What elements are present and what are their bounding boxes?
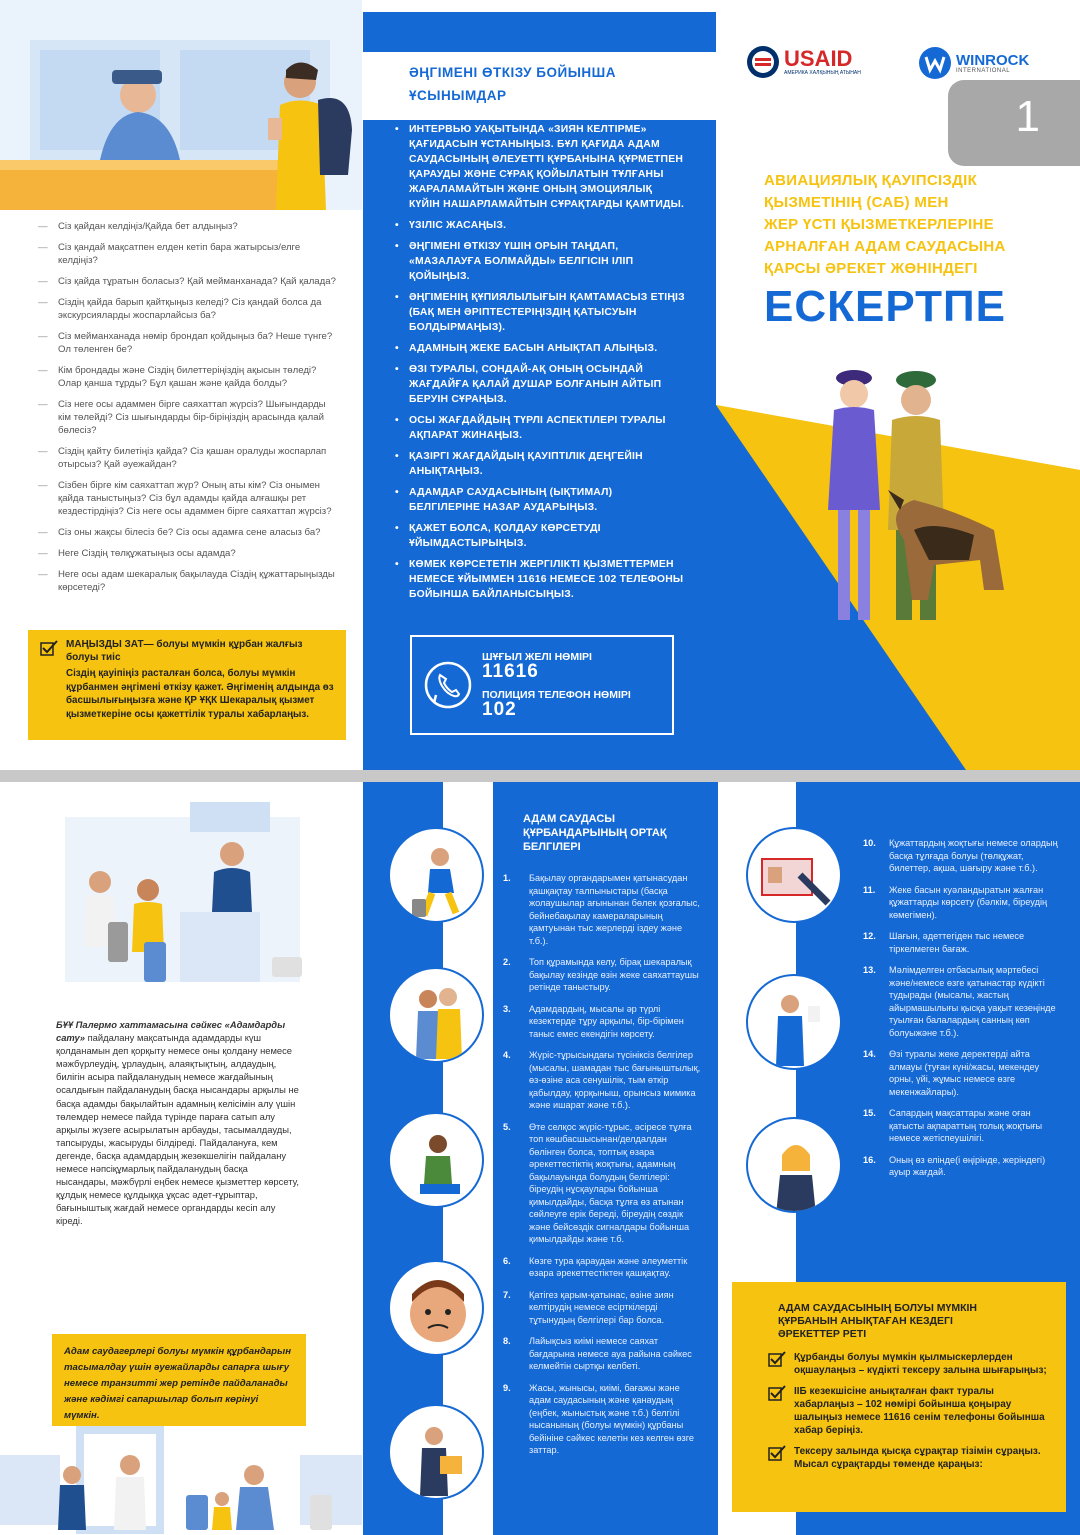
cover-panel: [716, 0, 1080, 770]
sign-item: 10. Құжаттардың жоқтығы немесе олардың басқа тұлғада болуы (төлқұжат, билеттер, ақша, шағыру және т.б.).: [863, 838, 1058, 873]
recommendation-item: • ҮЗІЛІС ЖАСАҢЫЗ.: [395, 218, 685, 233]
recommendation-item: • ӘҢГІМЕНІ ӨТКІЗУ ҮШІН ОРЫН ТАҢДАП, «МАЗАЛАУҒА БОЛМАЙДЫ» БЕЛГІСІН ІЛІП ҚОЙЫҢЫЗ.: [395, 239, 685, 284]
recommendation-item: • ҚАЗІРГІ ЖАҒДАЙДЫҢ ҚАУІПТІЛІК ДЕҢГЕЙІН АНЫҚТАҢЫЗ.: [395, 449, 685, 479]
action-item: ІІБ кезекшісіне анықталған факт туралы хабарлаңыз – 102 нөмірі бойынша қоңырау шалыңыз немесе 11616 сенім телефоны бойынша хабар беріңіз.: [768, 1385, 1052, 1437]
checkin-illustration: [0, 782, 362, 1002]
usaid-seal-icon: [746, 45, 780, 79]
recommendation-item: • АДАМНЫҢ ЖЕКЕ БАСЫН АНЫҚТАП АЛЫҢЫЗ.: [395, 341, 685, 356]
sign-item: 13. Мәлімделген отбасылық мәртебесі және/немесе өзге қатынастар күдікті тудырады (мысалы, жастың айырмашылығы қысқа уақыт кезеңінде туылған балалардың санның көп болуыжәне т.б.).: [863, 965, 1056, 1038]
sign-item: 12. Шағын, әдеттегіден тыс немесе тіркелмеген бағаж.: [863, 931, 1025, 954]
page-number-tab: 1: [948, 80, 1080, 166]
question-item: — Сіз оны жақсы білесіз бе? Сіз осы адамға сене аласыз ба?: [38, 526, 338, 539]
passport-control-illustration: [0, 0, 362, 210]
palermo-box: [50, 1012, 306, 1234]
group-circle: [388, 967, 484, 1063]
signs-panel: [363, 782, 718, 1535]
recommendation-item: • ӘҢГІМЕНІҢ ҚҰПИЯЛЫЛЫҒЫН ҚАМТАМАСЫЗ ЕТІҢІЗ (БАҚ МЕН ӘРІПТЕСТЕРІҢІЗДІҢ ҚАТЫСУЫН БОЛДЫРМАҢЫЗ).: [395, 290, 685, 335]
palermo-lead: БҰҰ Палермо хаттамасына сәйкес «Адамдарды сату»: [56, 1019, 286, 1044]
sign-item: 5. Өте селқос жүріс-тұрыс, әсіресе тұлға топ көшбасшысынан/делдалдан бөлінген болса, топтық өзара әрекеттестіктің жоқтығы, адамның бақылауында болудың белгілері: біреудің нұсқаулары бойынша қимылдайды, басқа тұлға өз атынан сөйлеуге ерік береді, біреудің сөздік және бейсөздік сигналдары бойынша қимылдайды және т.б.: [503, 1121, 692, 1244]
action-item: Құрбанды болуы мүмкін қылмыскерлерден оқшаулаңыз – күдікті тексеру залына шығарыңыз;: [768, 1351, 1052, 1377]
police-label: ПОЛИЦИЯ ТЕЛЕФОН НӨМІРІ: [482, 689, 631, 701]
recommendation-item: • ӨЗІ ТУРАЛЫ, СОНДАЙ-АҚ ОНЫҢ ОСЫНДАЙ ЖАҒДАЙҒА ҚАЛАЙ ДУШАР БОЛҒАНЫН АЙТЫП БЕРУІН СҰРАҢЫЗ.: [395, 362, 685, 407]
officer-circle: [746, 974, 842, 1070]
recommendations-title: ӘҢГІМЕНІ ӨТКІЗУ БОЙЫНША ҰСЫНЫМДАР: [409, 65, 616, 103]
hotline-number: 11616: [482, 661, 539, 682]
sign-item: 9. Жасы, жынысы, киімі, бағажы және адам саудасының және қанаудың (еңбек, жыныстық және т.б.) белгілі нысанының (болуы мүмкін) құрбаны бейініне сәйкес келетін кез келген өзге заттар.: [503, 1382, 695, 1455]
question-item: — Сізбен бірге кім саяхаттап жүр? Оның аты кім? Сіз онымен қайда таныстыңыз? Сіз бұл адамды қайда алғашқы рет кездестірдіңіз? Сіз неге осы адаммен бірге саяхаттап жүрсіз?: [38, 479, 338, 518]
checkbox-icon: [768, 1445, 786, 1461]
question-item: — Сіздің қайту билетіңіз қайда? Сіз қашан оралуды жоспарлап отырсыз? Қай әуежайдан?: [38, 445, 338, 471]
question-item: — Кім брондады және Сіздің билеттеріңіздің ақысын төледі? Олар қанша тұрды? Бұл қашан және қайда болды?: [38, 364, 338, 390]
worried-face-circle: [388, 1260, 484, 1356]
recommendation-item: • ҚАЖЕТ БОЛСА, ҚОЛДАУ КӨРСЕТУДІ ҰЙЫМДАСТЫРЫҢЫЗ.: [395, 521, 685, 551]
sign-item: 1. Бақылау органдарымен қатынасудан қашқақтау талпыныстары (басқа жолаушылар ағынынан бөлек қозғалыс, бейнебақылау камераларының қамтуынан тыс жерлерді іздеу және т.б.).: [503, 873, 700, 946]
left-top-panel: [0, 0, 362, 770]
recommendation-item: • ОСЫ ЖАҒДАЙДЫҢ ТҮРЛІ АСПЕКТІЛЕРІ ТУРАЛЫ АҚПАРАТ ЖИНАҢЫЗ.: [395, 413, 685, 443]
checkbox-icon: [40, 640, 58, 656]
hotline-box: [410, 635, 674, 735]
question-item: — Сіз неге осы адаммен бірге саяхаттап жүрсіз? Шығындарды кім төлейді? Сіз шығындарды бір-біріңіздің арасында қалай бөлесіз?: [38, 398, 338, 437]
sign-item: 14. Өзі туралы жеке деректерді айта алмауы (туған күні/жасы, мекендеу орны, үйі, жұмыс немесе өзге мекенжайлары).: [863, 1049, 1040, 1097]
winrock-logo: WINROCK INTERNATIONAL: [918, 46, 1029, 80]
sign-item: 4. Жүріс-тұрысындағы түсініксіз белгілер (мысалы, шамадан тыс бағыныштылық, өз-өзіне аса сенушілік, тым өткір қабылдау, қорқыныш, орынсыз мимика және ишарат және т.б.).: [503, 1050, 701, 1110]
question-item: — Сіз мейманханада нөмір брондап қойдыңыз ба? Неше түнге? Ол төленген бе?: [38, 330, 338, 356]
sad-woman-circle: [746, 1117, 842, 1213]
recommendations-list: [395, 122, 685, 608]
sign-item: 7. Қатігез қарым-қатынас, өзіне зиян келтірудің немесе есірткілерді тұтынудың белгілері бар болса.: [503, 1289, 674, 1325]
police-number: 102: [482, 699, 517, 720]
question-item: — Сіз қайдан келдіңіз/Қайда бет алдыңыз?: [38, 220, 338, 233]
officers-illustration: [804, 360, 1024, 640]
sign-item: 6. Көзге тура қараудан және әлеуметтік өзара әрекеттестіктен қашқақтау.: [503, 1255, 688, 1278]
winrock-w-icon: [918, 46, 952, 80]
actions-title: АДАМ САУДАСЫНЫҢ БОЛУЫ МҮМКІН ҚҰРБАНЫН АНЫҚТАҒАН КЕЗДЕГІ ӘРЕКЕТТЕР РЕТІ: [778, 1302, 978, 1340]
interview-questions-list: [38, 220, 338, 602]
traveller-circle: [388, 827, 484, 923]
important-heading: МАҢЫЗДЫ ЗАТ— болуы мүмкін құрбан жалғыз болуы тиіс: [66, 639, 303, 663]
sign-item: 2. Топ құрамында келу, бірақ шекаралық бақылау кезінде өзін жеке саяхаттаушы ретінде таныстыру.: [503, 957, 699, 992]
documents-circle: [746, 827, 842, 923]
sign-item: 11. Жеке басын куәландыратын жалған құжаттарды көрсету (бәлкім, біреудің көмегімен).: [863, 884, 1048, 920]
question-item: — Неге Сіздің төлқұжатыңыз осы адамда?: [38, 547, 338, 560]
cover-title: АВИАЦИЯЛЫҚ ҚАУІПСІЗДІК ҚЫЗМЕТІНІҢ (САБ) МЕН ЖЕР ҮСТІ ҚЫЗМЕТКЕРЛЕРІНЕ АРНАЛҒАН АДАМ САУДАСЫНА ҚАРСЫ ӘРЕКЕТ ЖӨНІНДЕГІ ЕСКЕРТПЕ: [764, 170, 1064, 332]
phone-icon: [422, 659, 474, 711]
question-item: — Неге осы адам шекаралық бақылауда Сіздің құжаттарыңызды көрсетеді?: [38, 568, 338, 594]
sign-item: 15. Сапардың мақсаттары және оған қатысты ақпараттың толық жоқтығы немесе жетіспеушілігі.: [863, 1108, 1043, 1143]
checkbox-icon: [768, 1385, 786, 1401]
question-item: — Сіз қайда тұратын боласыз? Қай мейманханада? Қай қалада?: [38, 275, 338, 288]
sign-item: 8. Лайықсыз киімі немесе саяхат бағдарына немесе ауа райына сәйкес келмейтін сыртқы келбеті.: [503, 1336, 692, 1371]
sitting-man-circle: [388, 1112, 484, 1208]
page-divider: [0, 770, 1080, 782]
signs-title: АДАМ САУДАСЫ ҚҰРБАНДАРЫНЫҢ ОРТАҚ БЕЛГІЛЕРІ: [523, 813, 667, 853]
usaid-logo: USAID АМЕРИКА ХАЛҚЫНЫҢ АТЫНАН: [746, 45, 861, 79]
recommendation-item: • АДАМДАР САУДАСЫНЫҢ (ЫҚТИМАЛ) БЕЛГІЛЕРІНЕ НАЗАР АУДАРЫҢЫЗ.: [395, 485, 685, 515]
important-body: Сіздің қауіпіңіз расталған болса, болуы мүмкін құрбанмен әңгімені өткізу қажет. Әңгіменің алдында өз басшылығыңызға және ҚР ҰҚК Шекаралық қызмет қызметкеріне осы қажеттілік туралы хабарлаңыз.: [66, 668, 334, 720]
question-item: — Сіздің қайда барып қайтқыңыз келеді? Сіз қандай болса да экскурсияларды жоспарлайсыз ба?: [38, 296, 338, 322]
recommendation-item: • ИНТЕРВЬЮ УАҚЫТЫНДА «ЗИЯН КЕЛТІРМЕ» ҚАҒИДАСЫН ҰСТАНЫҢЫЗ. БҰЛ ҚАҒИДА АДАМ САУДАСЫНЫҢ ӘЛЕУЕТТІ ҚҰРБАНЫНА ҚҰРМЕТПЕН ҚАРАУДЫ ЖӘНЕ СҰРАҚ ҚОЙЫЛАТЫН ТҰЛҒАНЫ ЖАРАЛАМАЙТЫН ЖӘНЕ ОНЫҢ ЭМОЦИЯЛЫҚ КҮЙІН НАШАРЛАМАЙТЫН СҰРАҚТАРДЫ ҚАМТИДЫ.: [395, 122, 685, 212]
question-item: — Сіз қандай мақсатпен елден кетіп бара жатырсыз/елге келдіңіз?: [38, 241, 338, 267]
sign-item: 16. Оның өз елінде(і өңірінде, жеріндегі) ауыр жағдай.: [863, 1154, 1046, 1177]
hidden-man-circle: [388, 1404, 484, 1500]
signs-list-2: [863, 837, 1063, 1188]
hotline-label: ШҰҒЫЛ ЖЕЛІ НӨМІРІ: [482, 651, 592, 663]
signs-list-1: [503, 872, 703, 1466]
sign-item: 3. Адамдардың, мысалы әр түрлі кезектерде тұру арқылы, бір-бірімен таныс емес екендігін көрсету.: [503, 1003, 684, 1039]
actions-box: [732, 1282, 1066, 1512]
palermo-text: пайдалану мақсатында адамдарды күш қолданамын деп қорқыту немесе оны қолдану немесе мәжбүрлеудің, ұрлаудың, алаяқтықтың, алдаудың, билігін асыра пайдаланудың немесе жағдайының осалдығын пайдаланудың басқа нысандары арқылы не басқа адамды бақылайтын адамның келісімін алу үшін төлемдер немесе пайда түрінде параға сатып алу арқылы жүзеге асырылатын арбауды, тасымалдауды, тапсыруды, жасыруды білдіреді. Пайдалануға, кем дегенде, басқа адамдардың жезөкшелігін пайдалану немесе нәпсіқұмарлық пайдаланудың басқа нысандары, мәжбүрлі еңбек немесе қызметтер көрсету, құлдық немесе құлдыққа ұқсас әдет-ғұрыптар, бағыныштық жағдай немесе органдарды кесіп алу кіреді.: [56, 1032, 299, 1227]
left-bottom-panel: [0, 782, 362, 1535]
recommendations-panel: [363, 12, 716, 770]
recommendation-item: • КӨМЕК КӨРСЕТЕТІН ЖЕРГІЛІКТІ ҚЫЗМЕТТЕРМЕН НЕМЕСЕ ҰЙЫММЕН 11616 НЕМЕСЕ 102 ТЕЛЕФОНЫ БОЙЫНША БАЙЛАНЫСЫҢЫЗ.: [395, 557, 685, 602]
traffickers-note-box: Адам саудагерлері болуы мүмкін құрбандарын тасымалдау үшін әуежайларды сапарға шығу немесе транзитті жер ретінде пайдаланады және кәдімгі сапаршылар болып көрінуі мүмкін.: [52, 1334, 306, 1426]
border-check-illustration: [0, 1345, 362, 1535]
action-item: Тексеру залында қысқа сұрақтар тізімін сұраңыз. Мысал сұрақтарды төменде қараңыз:: [768, 1445, 1052, 1471]
important-box: [28, 630, 346, 740]
cover-big-title: ЕСКЕРТПЕ: [764, 282, 1006, 331]
checkbox-icon: [768, 1351, 786, 1367]
signs-panel-2: [718, 782, 1080, 1535]
